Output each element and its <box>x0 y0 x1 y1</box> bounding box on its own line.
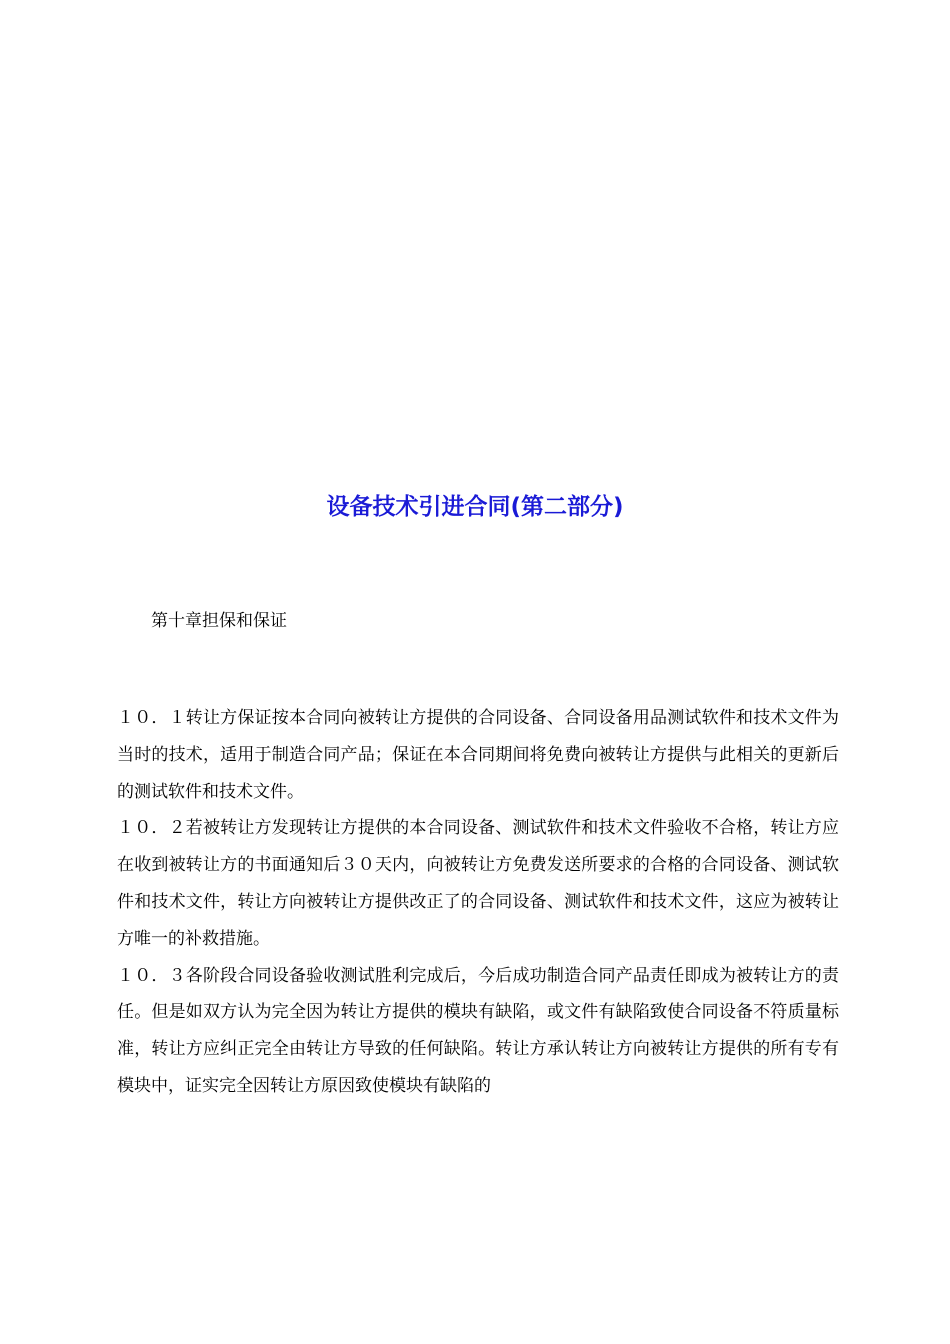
paragraph-10-1: １０．１转让方保证按本合同向被转让方提供的合同设备、合同设备用品测试软件和技术文件为当时的技术，适用于制造合同产品；保证在本合同期间将免费向被转让方提供与此相关的更新后的测试软件和技术文件。 <box>117 708 839 802</box>
paragraph-10-2: １０．２若被转让方发现转让方提供的本合同设备、测试软件和技术文件验收不合格，转让方应在收到被转让方的书面通知后３０天内，向被转让方免费发送所要求的合格的合同设备、测试软件和技术文件，转让方向被转让方提供改正了的合同设备、测试软件和技术文件，这应为被转让方唯一的补救措施。 <box>117 818 839 949</box>
document-body <box>117 700 839 1105</box>
paragraph-10-3: １０．３各阶段合同设备验收测试胜利完成后，今后成功制造合同产品责任即成为被转让方的责任。但是如双方认为完全因为转让方提供的模块有缺陷，或文件有缺陷致使合同设备不符质量标准，转让方应纠正完全由转让方导致的任何缺陷。转让方承认转让方向被转让方提供的所有专有模块中，证实完全因转让方原因致使模块有缺陷的 <box>117 965 839 1096</box>
document-title: 设备技术引进合同(第二部分) <box>326 494 624 520</box>
chapter-heading: 第十章担保和保证 <box>151 611 287 631</box>
